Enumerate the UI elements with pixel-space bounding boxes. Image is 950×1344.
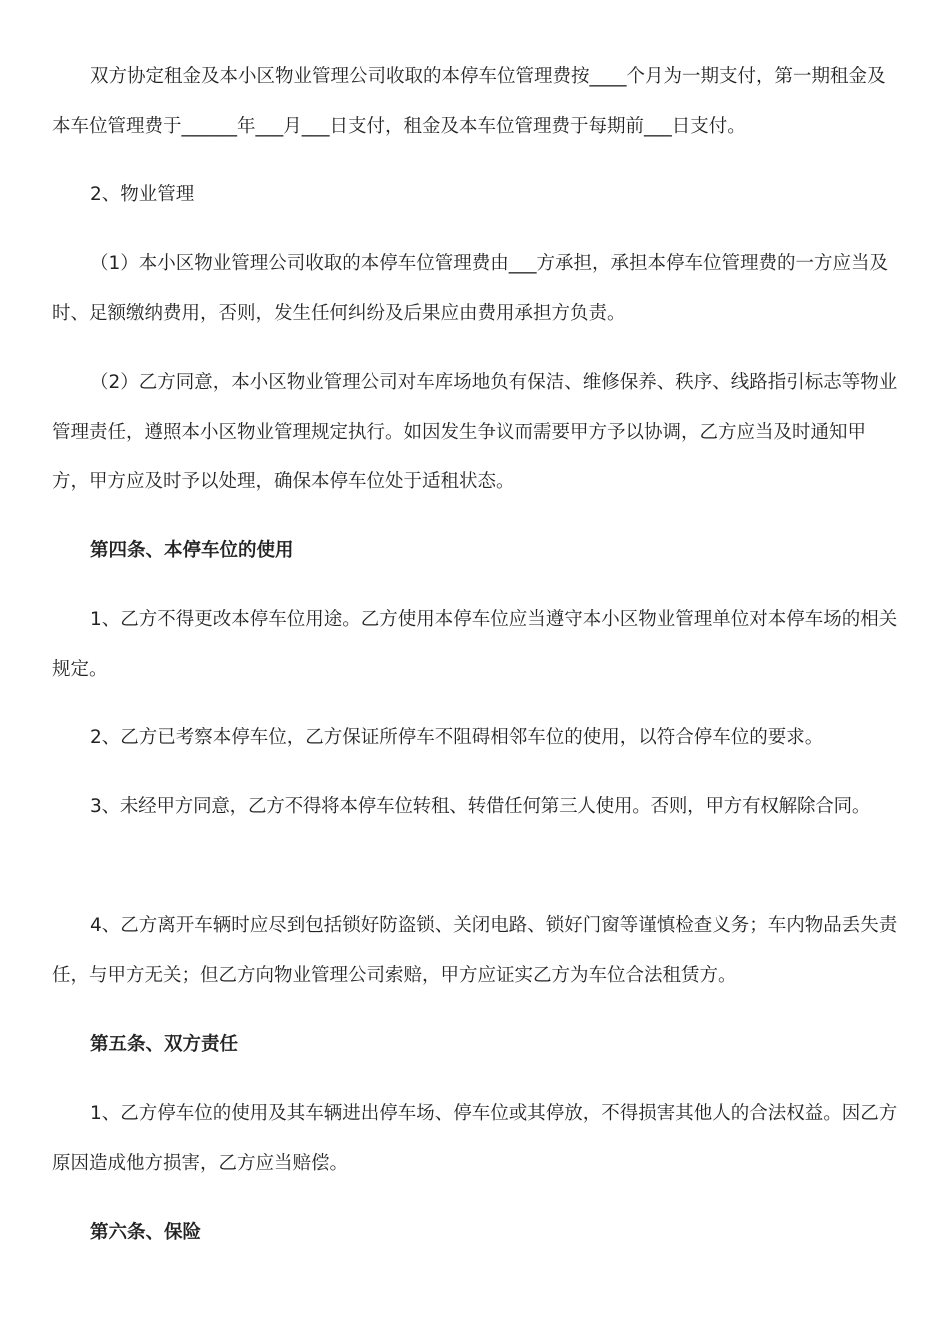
- article-six-heading: 第六条、保险: [90, 1222, 202, 1243]
- usage-clause-2: 2、乙方已考察本停车位，乙方保证所停车不阻碍相邻车位的使用，以符合停车位的要求。: [90, 727, 824, 748]
- usage-clause-4: 4、乙方离开车辆时应尽到包括锁好防盗锁、关闭电路、锁好门窗等谨慎检查义务；车内物品丢失责任，与甲方无关；但乙方向物业管理公司索赔，甲方应证实乙方为车位合法租赁方。: [52, 915, 898, 986]
- article-five-heading: 第五条、双方责任: [90, 1034, 239, 1055]
- property-management-subheading: 2、物业管理: [90, 184, 195, 205]
- responsibility-clause-1: 1、乙方停车位的使用及其车辆进出停车场、停车位或其停放，不得损害其他人的合法权益。因乙方原因造成他方损害，乙方应当赔偿。: [52, 1103, 898, 1174]
- management-fee-paragraph: （1）本小区物业管理公司收取的本停车位管理费由___方承担，承担本停车位管理费的一方应当及时、足额缴纳费用，否则，发生任何纠纷及后果应由费用承担方负责。: [52, 253, 889, 324]
- usage-clause-3: 3、未经甲方同意，乙方不得将本停车位转租、转借任何第三人使用。否则，甲方有权解除合同。: [90, 796, 871, 817]
- article-four-heading: 第四条、本停车位的使用: [90, 540, 294, 561]
- usage-clause-1: 1、乙方不得更改本停车位用途。乙方使用本停车位应当遵守本小区物业管理单位对本停车场的相关规定。: [52, 609, 898, 680]
- payment-terms-paragraph: 双方协定租金及本小区物业管理公司收取的本停车位管理费按____个月为一期支付，第一期租金及本车位管理费于______年___月___日支付，租金及本车位管理费于每期前___日支付。: [52, 66, 886, 137]
- management-duty-paragraph: （2）乙方同意，本小区物业管理公司对车库场地负有保洁、维修保养、秩序、线路指引标志等物业管理责任，遵照本小区物业管理规定执行。如因发生争议而需要甲方予以协调，乙方应当及时通知甲方，甲方应及时予以处理，确保本停车位处于适租状态。: [52, 372, 898, 492]
